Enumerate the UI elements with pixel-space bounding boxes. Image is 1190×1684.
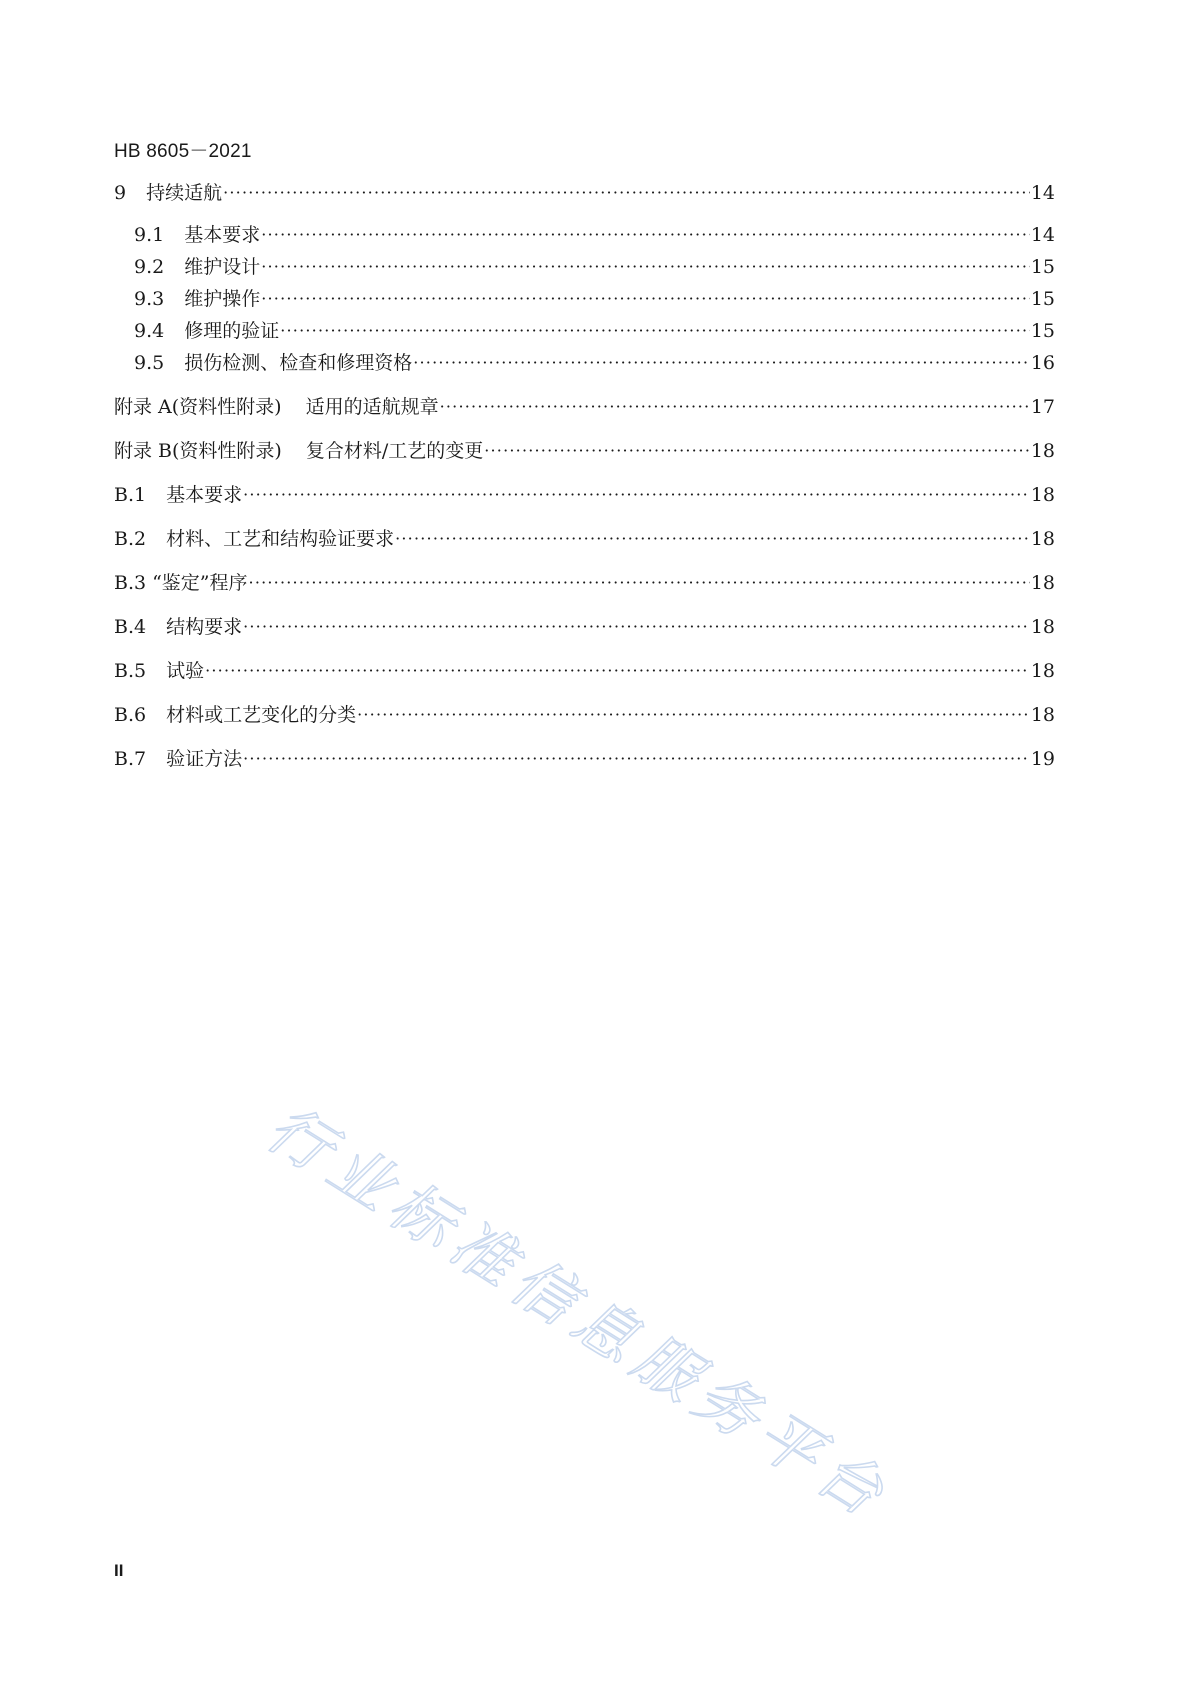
toc-entry-title: 结构要求 [166, 616, 243, 638]
page-number: II [114, 1561, 124, 1580]
toc-entry-title: 材料、工艺和结构验证要求 [166, 528, 395, 550]
toc-entry-page: 18 [1030, 660, 1055, 682]
toc-entry-number: B.4 [114, 616, 147, 638]
toc-entry-9-4[interactable] [134, 316, 1055, 342]
toc-leader-dots [261, 222, 1030, 241]
toc-entry-number: B.1 [114, 484, 147, 506]
toc-entry-b-2[interactable] [114, 524, 1055, 550]
toc-entry-appendix-a[interactable] [114, 392, 1055, 418]
toc-entry-title: 修理的验证 [184, 320, 280, 342]
toc-entry-number: 9.2 [134, 256, 165, 278]
toc-entry-page: 17 [1030, 396, 1055, 418]
toc-entry-number: 9.5 [134, 352, 165, 374]
toc-entry-number: B.7 [114, 748, 147, 770]
toc-entry-title: 复合材料/工艺的变更 [305, 440, 484, 462]
toc-entry-number: B.2 [114, 528, 147, 550]
toc-entry-9-1[interactable] [134, 220, 1055, 246]
toc-entry-page: 16 [1030, 352, 1055, 374]
toc-entry-page: 19 [1030, 748, 1055, 770]
toc-entry-number: 附录 A(资料性附录) [114, 396, 282, 418]
toc-entry-title: 试验 [166, 660, 205, 682]
toc-leader-dots [243, 482, 1030, 501]
toc-entry-number: B.6 [114, 704, 147, 726]
toc-entry-title: 损伤检测、检查和修理资格 [184, 352, 413, 374]
toc-entry-page: 18 [1030, 484, 1055, 506]
toc-entry-page: 18 [1030, 616, 1055, 638]
toc-entry-number: 9 [114, 182, 127, 204]
toc-entry-page: 18 [1030, 704, 1055, 726]
toc-entry-page: 15 [1030, 320, 1055, 342]
toc-entry-b-7[interactable] [114, 744, 1055, 770]
watermark: 行业标准信息服务平台 [254, 1091, 904, 1535]
toc-entry-9-2[interactable] [134, 252, 1055, 278]
toc-leader-dots [395, 526, 1030, 545]
toc-entry-number: B.5 [114, 660, 147, 682]
toc-entry-page: 15 [1030, 288, 1055, 310]
toc-leader-dots [243, 614, 1030, 633]
toc-entry-b-3[interactable] [114, 568, 1055, 594]
toc-leader-dots [357, 702, 1030, 721]
toc-entry-title: 适用的适航规章 [305, 396, 439, 418]
toc-entry-number: 9.3 [134, 288, 165, 310]
toc-entry-number: 9.4 [134, 320, 165, 342]
toc-leader-dots [440, 394, 1030, 413]
toc-entry-title: “鉴定”程序 [152, 572, 248, 594]
toc-entry-title: 基本要求 [166, 484, 243, 506]
toc-entry-9[interactable] [114, 178, 1055, 204]
toc-entry-title: 维护设计 [184, 256, 261, 278]
toc-leader-dots [280, 318, 1030, 337]
toc-entry-page: 18 [1030, 528, 1055, 550]
toc-leader-dots [205, 658, 1030, 677]
document-code: HB 8605－2021 [114, 141, 252, 162]
toc-entry-b-6[interactable] [114, 700, 1055, 726]
toc-entry-9-3[interactable] [134, 284, 1055, 310]
toc-entry-number: 9.1 [134, 224, 165, 246]
toc-entry-title: 验证方法 [166, 748, 243, 770]
toc-entry-title: 材料或工艺变化的分类 [166, 704, 357, 726]
toc-entry-appendix-b[interactable] [114, 436, 1055, 462]
toc-entry-b-1[interactable] [114, 480, 1055, 506]
toc-leader-dots [223, 180, 1030, 199]
toc-leader-dots [261, 286, 1030, 305]
toc-entry-page: 18 [1030, 572, 1055, 594]
toc-leader-dots [484, 438, 1030, 457]
toc-entry-title: 基本要求 [184, 224, 261, 246]
toc-entry-number: B.3 [114, 572, 147, 594]
toc-entry-page: 15 [1030, 256, 1055, 278]
toc-entry-b-5[interactable] [114, 656, 1055, 682]
toc-leader-dots [413, 350, 1030, 369]
toc-entry-9-5[interactable] [134, 348, 1055, 374]
toc-entry-page: 14 [1030, 182, 1055, 204]
toc-entry-number: 附录 B(资料性附录) [114, 440, 282, 462]
toc-leader-dots [243, 746, 1030, 765]
toc-entry-title: 维护操作 [184, 288, 261, 310]
toc-leader-dots [261, 254, 1030, 273]
toc-entry-title: 持续适航 [146, 182, 223, 204]
toc-entry-page: 14 [1030, 224, 1055, 246]
toc-entry-page: 18 [1030, 440, 1055, 462]
toc-entry-b-4[interactable] [114, 612, 1055, 638]
toc-leader-dots [249, 570, 1030, 589]
